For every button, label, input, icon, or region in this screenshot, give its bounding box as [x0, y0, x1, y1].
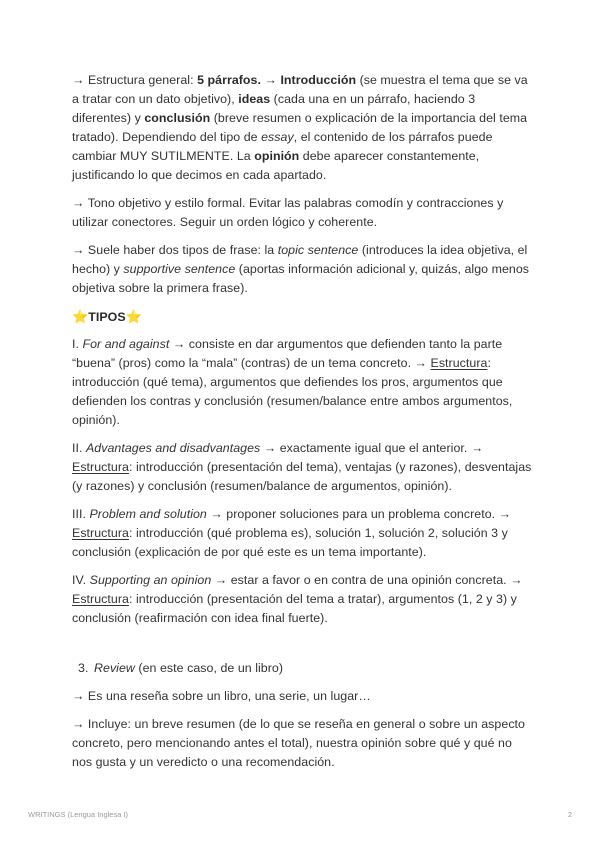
page-number: 2	[567, 810, 572, 819]
type-supporting-opinion: IV. Supporting an opinion → estar a favor o en contra de una opinión concreta. → Estructura: introducción (presentación del tema a tratar), argumentos (1, 2 y 3) y conclusión (reafirmación con idea final fuerte).	[72, 573, 523, 625]
star-icon: ⭐	[125, 309, 142, 324]
paragraph-tone: → Tono objetivo y estilo formal. Evitar las palabras comodín y contracciones y utilizar conectores. Seguir un orden lógico y coherente.	[72, 196, 504, 229]
type-for-and-against: I. For and against → consiste en dar argumentos que defienden tanto la parte “buena” (pros) como la “mala” (contras) de un tema concreto. → Estructura: introducción (qué tema), argumentos que defiendes los pros, argumentos que defienden los contras y conclusión (resumen/balance entre ambos argumentos, opinión).	[72, 337, 513, 427]
star-icon: ⭐	[72, 309, 89, 324]
footer-title: WRITINGS (Lengua Inglesa I)	[28, 810, 129, 819]
paragraph-sentences: → Suele haber dos tipos de frase: la topic sentence (introduces la idea objetiva, el hecho) y supportive sentence (aportas información adicional y, quizás, algo menos objetiva sobre la primera frase).	[72, 243, 530, 295]
paragraph-structure: → Estructura general: 5 párrafos. → Introducción (se muestra el tema que se va a tratar con un dato objetivo), ideas (cada una en un párrafo, haciendo 3 diferentes) y conclusión (breve resumen o explicación de la importancia del tema tratado). Dependiendo del tipo de essay, el contenido de los párrafos puede cambiar MUY SUTILMENTE. La opinión debe aparecer constantemente, justificando lo que decimos en cada apartado.	[72, 73, 528, 182]
type-problem-solution: III. Problem and solution → proponer soluciones para un problema concreto. → Estructura: introducción (qué problema es), solución 1, solución 2, solución 3 y conclusión (explicación de por qué este es un tema importante).	[72, 507, 512, 559]
tipos-heading: ⭐TIPOS⭐	[72, 309, 142, 324]
type-advantages-disadvantages: II. Advantages and disadvantages → exactamente igual que el anterior. → Estructura: introducción (presentación del tema), ventajas (y razones), desventajas (y razones) y conclusión (resumen/balance de argumentos, opinión).	[72, 441, 532, 493]
paragraph-review-definition: → Es una reseña sobre un libro, una serie, un lugar…	[72, 689, 371, 703]
page-footer	[28, 810, 572, 819]
review-heading: 3. Review (en este caso, de un libro)	[78, 661, 284, 675]
paragraph-review-content: → Incluye: un breve resumen (de lo que se reseña en general o sobre un aspecto concreto, pero mencionando antes el total), nuestra opinión sobre qué y qué no nos gusta y un veredicto o una recomendación.	[72, 717, 525, 769]
page-content	[72, 71, 532, 781]
